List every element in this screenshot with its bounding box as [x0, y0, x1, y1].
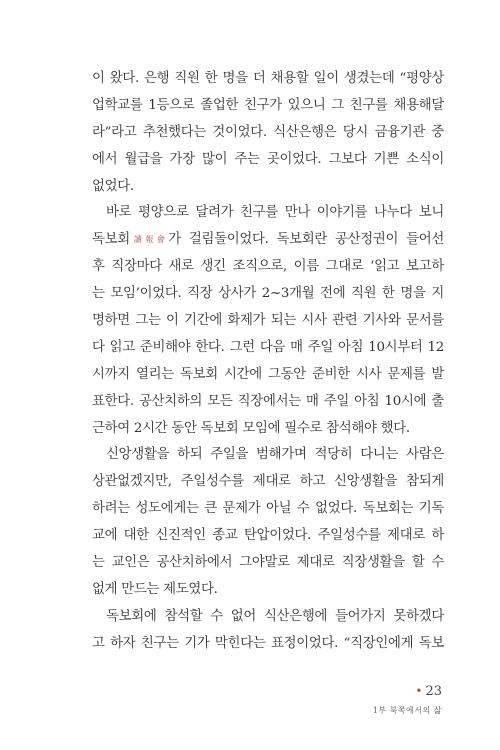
text-line: 는 모임’이었다. 직장 상사가 2~3개월 전에 직원 한 명을 지 [92, 286, 444, 302]
text-line: 교에 대한 신진적인 종교 탄압이었다. 주일성수를 제대로 하 [92, 528, 444, 544]
text-line: 이 왔다. 은행 직원 한 명을 더 채용할 일이 생겼는데 “평양상 [92, 71, 444, 86]
text-line: 에서 월급을 가장 많이 주는 곳이었다. 그보다 기쁜 소식이 [92, 151, 444, 167]
text-line: 없었다. [92, 178, 134, 194]
text-line: 는 교인은 공산치하에서 그야말로 제대로 직장생활을 할 수 [92, 555, 444, 571]
text-line: 시까지 열리는 독보회 시간에 그동안 준비한 시사 문제를 발 [92, 366, 444, 382]
text-line: 명하면 그는 이 기간에 화제가 되는 시사 관련 기사와 문서를 [92, 313, 444, 329]
bullet-icon: • [415, 684, 423, 698]
text-line-with-hanja [92, 227, 444, 254]
text-line: 신앙생활을 하되 주일을 범해가며 적당히 다니는 사람은 [106, 447, 444, 463]
text-line: 고 하자 친구는 기가 막힌다는 표정이었다. “직장인에게 독보 [92, 635, 444, 651]
text-line: 다 읽고 준비해야 한다. 그런 다음 매 주일 아침 10시부터 12 [92, 339, 444, 355]
text-continuation: 가 걸림돌이었다. 독보회란 공산정권이 들어선 [168, 232, 445, 248]
text-line: 하려는 성도에게는 큰 문제가 아닐 수 없었다. 독보회는 기독 [92, 501, 444, 517]
page-number-row [373, 680, 442, 699]
text-line: 표한다. 공산치하의 모든 직장에서는 매 주일 아침 10시에 출 [92, 393, 444, 409]
page-number: 23 [425, 684, 442, 699]
text-line: 업학교를 1등으로 졸업한 친구가 있으니 그 친구를 채용해달 [92, 97, 444, 113]
text-line: 후 직장마다 새로 생긴 조직으로, 이름 그대로 ‘읽고 보고하 [92, 259, 444, 275]
text-line: 라”라고 추천했다는 것이었다. 식산은행은 당시 금융기관 중 [92, 124, 444, 140]
running-title: 1부 북쪽에서의 삶 [372, 706, 442, 715]
hanja-annotation: 讀報會 [129, 235, 169, 245]
text-line: 근하여 2시간 동안 독보회 모임에 필수로 참석해야 했다. [92, 420, 410, 436]
text-line: 바로 평양으로 달려가 친구를 만나 이야기를 나누다 보니 [106, 205, 444, 221]
body-text [92, 66, 444, 658]
text-line: 독보회에 참석할 수 없어 식산은행에 들어가지 못하겠다 [106, 608, 444, 624]
text-line: 상관없겠지만, 주일성수를 제대로 하고 신앙생활을 참되게 [92, 474, 444, 490]
term-dokbohoe: 독보회 [92, 232, 130, 248]
text-line: 없게 만드는 제도였다. [92, 581, 218, 597]
page-footer [373, 680, 442, 716]
